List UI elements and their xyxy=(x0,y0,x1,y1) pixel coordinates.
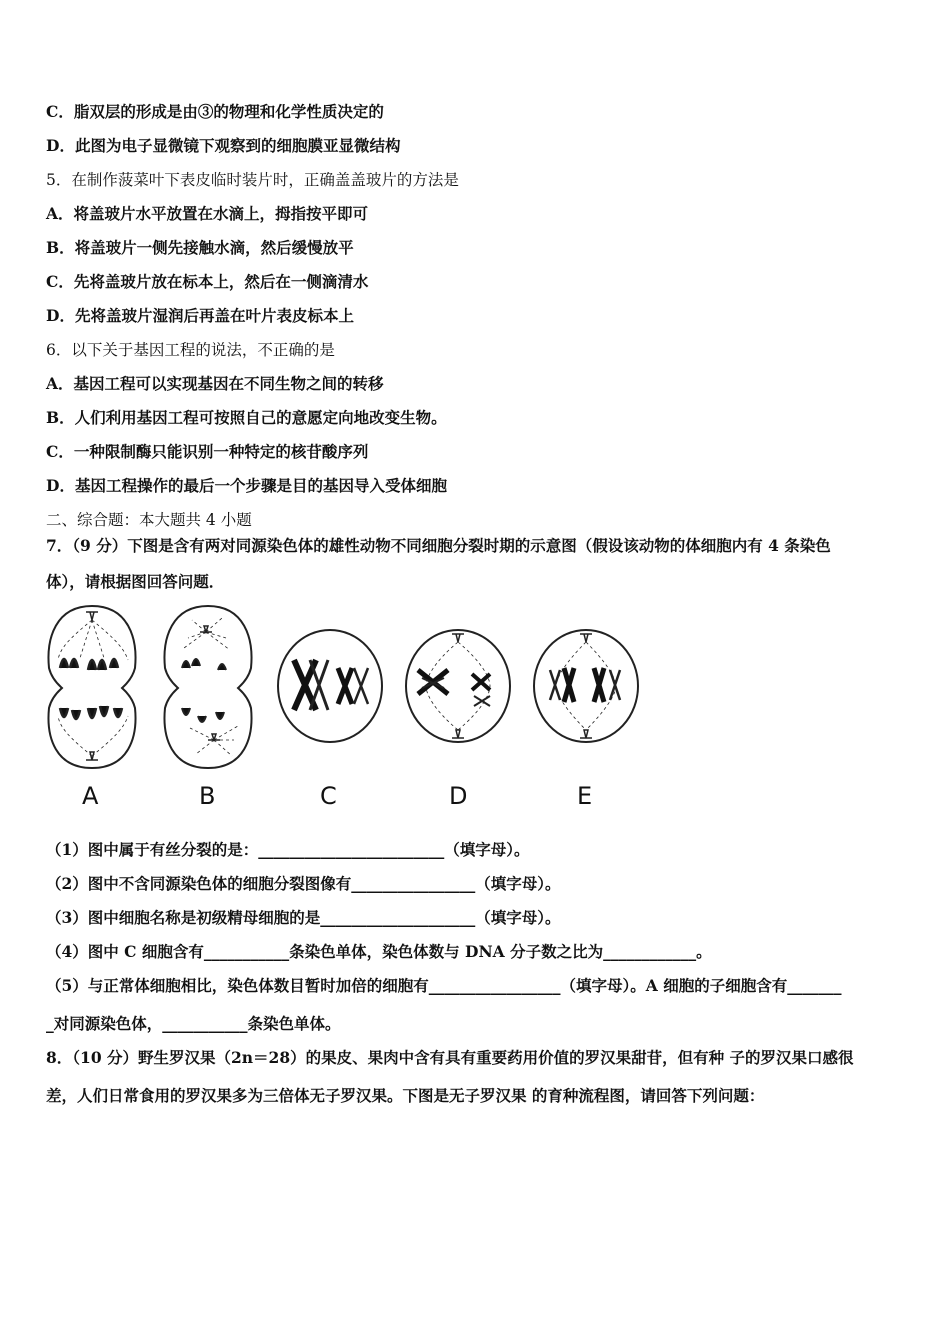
option-letter: C． xyxy=(46,102,74,121)
q7-sub2: （2）图中不含同源染色体的细胞分裂图像有________________（填字母）。 xyxy=(46,874,561,893)
option-letter: C． xyxy=(46,272,74,291)
q6-option-d xyxy=(46,476,447,496)
cell-a-diagram xyxy=(48,606,135,768)
q5-option-d xyxy=(46,306,354,326)
q6-option-c xyxy=(46,442,368,462)
option-letter: B． xyxy=(46,408,75,427)
q7-sub1: （1）图中属于有丝分裂的是：________________________（填字母）。 xyxy=(46,840,530,859)
cell-d-diagram xyxy=(406,630,510,742)
q8-line2: 差，人们日常食用的罗汉果多为三倍体无子罗汉果。下图是无子罗汉果 的育种流程图，请回答下列问题： xyxy=(46,1086,765,1105)
q5-option-b xyxy=(46,238,354,258)
q6-stem: 6．以下关于基因工程的说法，不正确的是 xyxy=(46,341,335,359)
option-letter: D． xyxy=(46,136,75,155)
option-letter: D． xyxy=(46,306,75,325)
q7-sub4: （4）图中 C 细胞含有___________条染色单体，染色体数与 DNA 分子数之比为____________。 xyxy=(46,942,712,961)
option-text: 将盖玻片一侧先接触水滴，然后缓慢放平 xyxy=(74,238,354,257)
q7-stem-line1: 7．（9 分）下图是含有两对同源染色体的雄性动物不同细胞分裂时期的示意图（假设该动物的体细胞内有 4 条染色 xyxy=(46,536,831,555)
figure-label-a: A xyxy=(82,782,99,810)
cell-c-diagram xyxy=(278,630,382,742)
option-text: 脂双层的形成是由③的物理和化学性质决定的 xyxy=(73,102,384,121)
q8-line1: 8．（10 分）野生罗汉果（2n＝28）的果皮、果肉中含有具有重要药用价值的罗汉果甜苷，但有种 子的罗汉果口感很 xyxy=(46,1048,854,1067)
q7-sub3: （3）图中细胞名称是初级精母细胞的是____________________（填字母）。 xyxy=(46,908,561,927)
option-letter: D． xyxy=(46,476,75,495)
cell-b-diagram xyxy=(164,606,251,768)
q6-option-b xyxy=(46,408,447,428)
q4-option-c xyxy=(46,102,384,122)
q5-stem: 5．在制作菠菜叶下表皮临时装片时，正确盖盖玻片的方法是 xyxy=(46,171,459,189)
option-letter: A． xyxy=(46,204,74,223)
q6-option-a xyxy=(46,374,384,394)
q7-stem-line2: 体），请根据图回答问题． xyxy=(46,572,225,591)
option-text: 人们利用基因工程可按照自己的意愿定向地改变生物。 xyxy=(74,408,447,427)
option-letter: B． xyxy=(46,238,75,257)
figure-label-b: B xyxy=(199,782,216,810)
cell-division-diagrams xyxy=(40,598,650,778)
option-text: 先将盖玻片放在标本上，然后在一侧滴清水 xyxy=(73,272,369,291)
option-text: 将盖玻片水平放置在水滴上，拇指按平即可 xyxy=(73,204,369,223)
option-text: 基因工程可以实现基因在不同生物之间的转移 xyxy=(73,374,384,393)
option-letter: C． xyxy=(46,442,74,461)
q7-sub5-line2: _对同源染色体，___________条染色单体。 xyxy=(46,1014,341,1033)
option-letter: A． xyxy=(46,374,74,393)
option-text: 先将盖玻片湿润后再盖在叶片表皮标本上 xyxy=(74,306,354,325)
q5-option-c xyxy=(46,272,368,292)
option-text: 基因工程操作的最后一个步骤是目的基因导入受体细胞 xyxy=(74,476,447,495)
section-title: 二、综合题：本大题共 4 小题 xyxy=(46,511,252,529)
option-text: 此图为电子显微镜下观察到的细胞膜亚显微结构 xyxy=(74,136,401,155)
option-text: 一种限制酶只能识别一种特定的核苷酸序列 xyxy=(73,442,369,461)
cell-e-diagram xyxy=(534,630,638,742)
q4-option-d xyxy=(46,136,400,156)
cell-division-figure xyxy=(40,598,650,818)
figure-label-e: E xyxy=(577,782,593,810)
q5-option-a xyxy=(46,204,368,224)
figure-label-c: C xyxy=(320,782,337,810)
q7-sub5-line1: （5）与正常体细胞相比，染色体数目暂时加倍的细胞有_________________（填字母）。A 细胞的子细胞含有_______ xyxy=(46,976,842,995)
figure-label-d: D xyxy=(449,782,468,810)
